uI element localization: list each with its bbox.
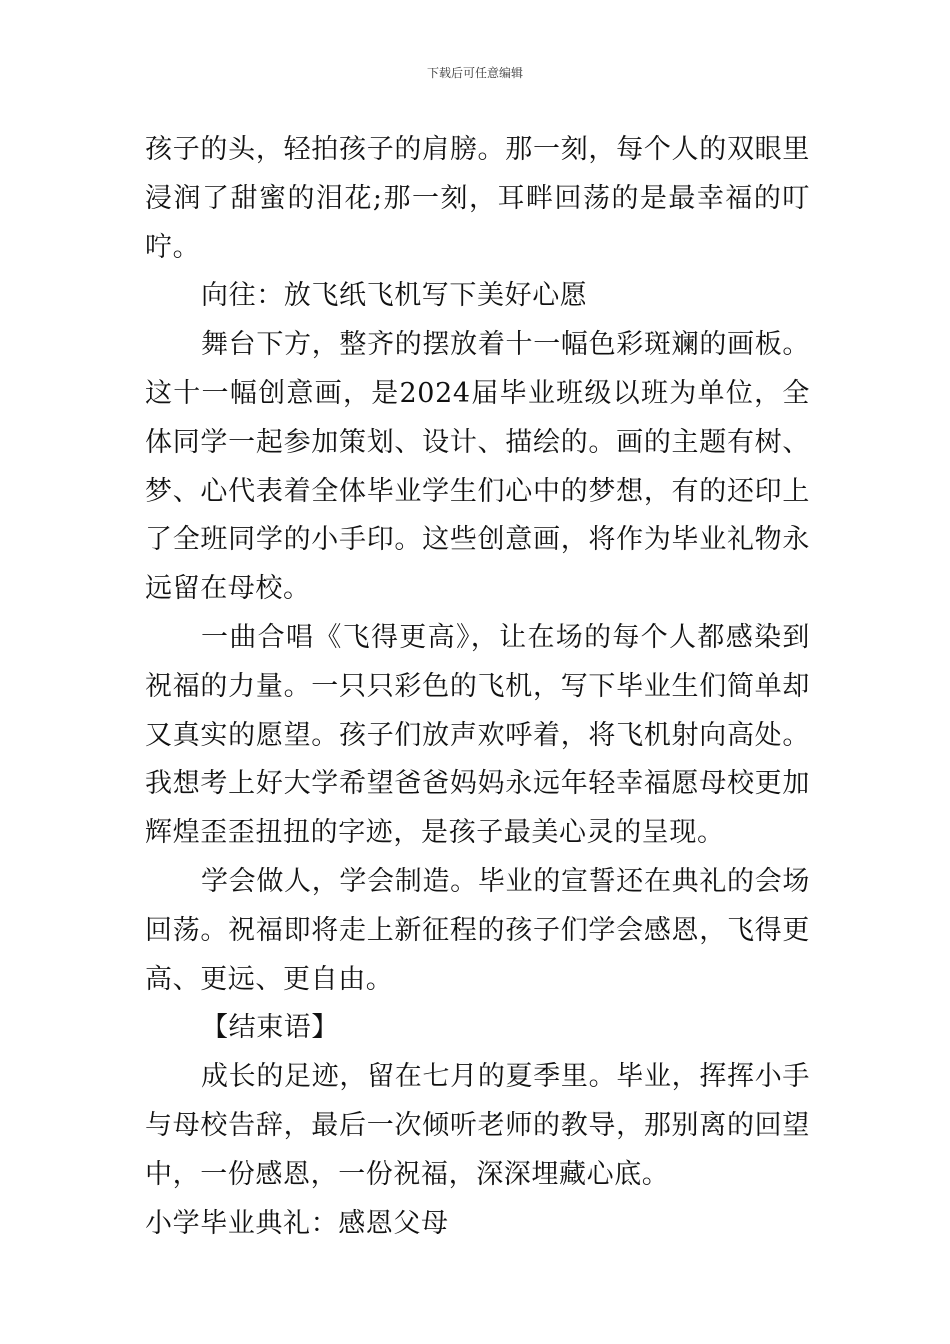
paragraph-graduation-oath: 学会做人，学会制造。毕业的宣誓还在典礼的会场回荡。祝福即将走上新征程的孩子们学会感恩，飞得更高、更远、更自由。	[145, 865, 810, 995]
next-article-title: 小学毕业典礼：感恩父母	[145, 1207, 449, 1239]
paragraph-creative-paintings: 舞台下方，整齐的摆放着十一幅色彩斑斓的画板。这十一幅创意画，是2024届毕业班级以班为单位，全体同学一起参加策划、设计、描绘的。画的主题有树、梦、心代表着全体毕业学生们心中的梦想，有的还印上了全班同学的小手印。这些创意画，将作为毕业礼物永远留在母校。	[145, 329, 810, 605]
paragraph-continuation: 孩子的头，轻拍孩子的肩膀。那一刻，每个人的双眼里浸润了甜蜜的泪花;那一刻，耳畔回荡的是最幸福的叮咛。	[145, 134, 810, 263]
section-heading-aspiration: 向往：放飞纸飞机写下美好心愿	[201, 280, 588, 312]
paragraph-paper-planes: 一曲合唱《飞得更高》，让在场的每个人都感染到祝福的力量。一只只彩色的飞机，写下毕业生们简单却又真实的愿望。孩子们放声欢呼着，将飞机射向高处。我想考上好大学希望爸爸妈妈永远年轻幸福愿母校更加辉煌歪歪扭扭的字迹，是孩子最美心灵的呈现。	[145, 621, 810, 849]
paragraph-conclusion: 成长的足迹，留在七月的夏季里。毕业，挥挥小手与母校告辞，最后一次倾听老师的教导，那别离的回望中，一份感恩，一份祝福，深深埋藏心底。	[145, 1061, 810, 1190]
page-header: 下载后可任意编辑	[426, 66, 523, 80]
document-body	[145, 126, 810, 1248]
section-heading-conclusion: 【结束语】	[201, 1012, 339, 1044]
